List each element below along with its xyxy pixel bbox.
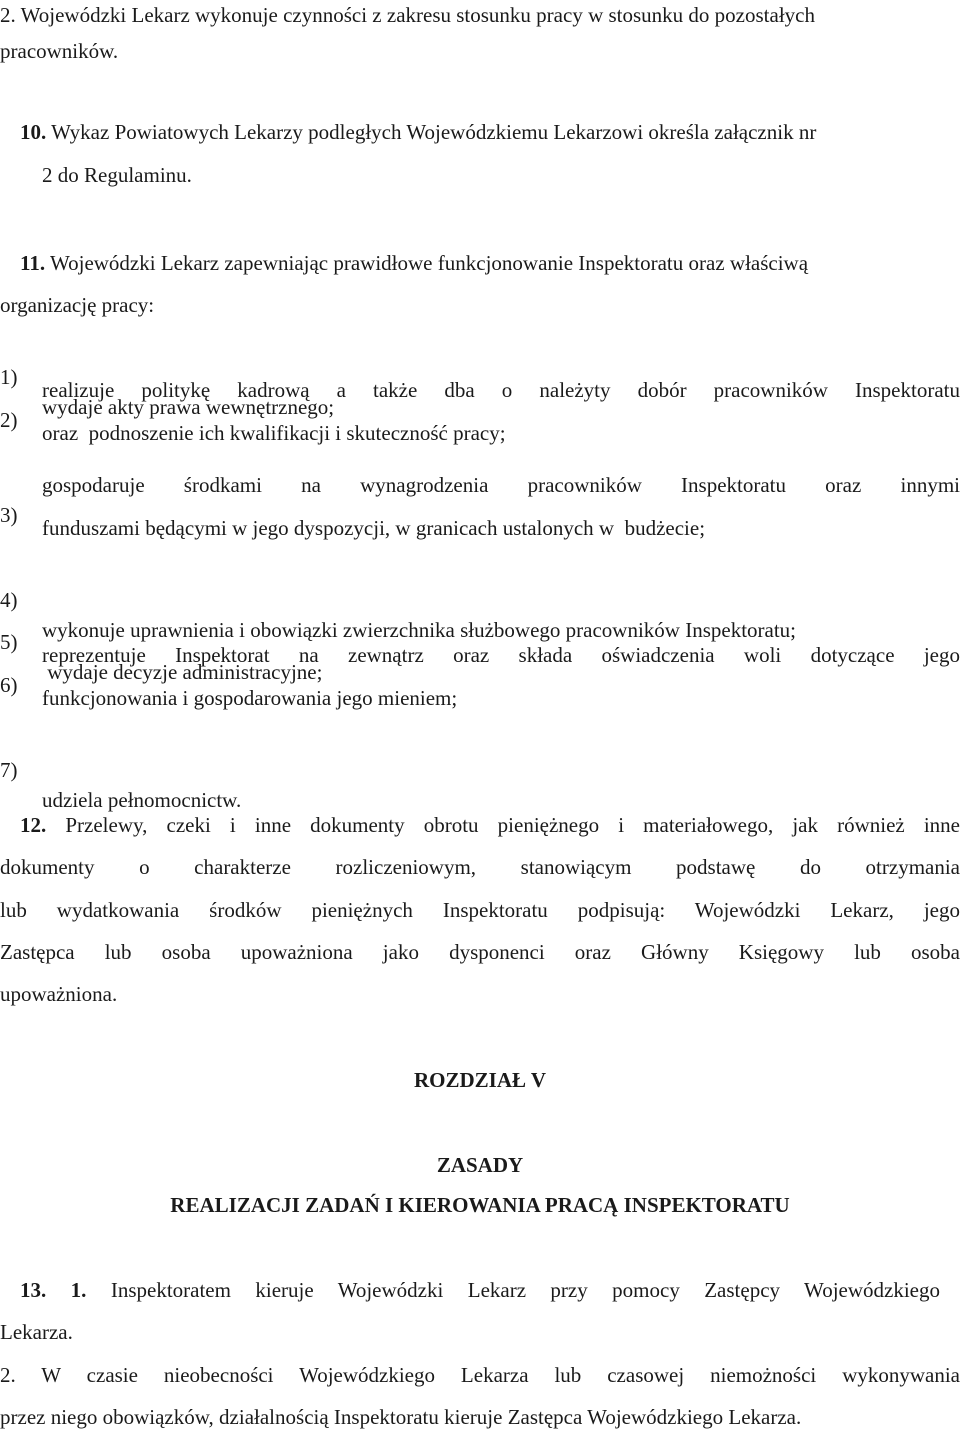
list-item-number: 6) (0, 673, 18, 697)
list-item-number: 5) (0, 630, 18, 654)
paragraph-12-number: 12. (20, 813, 47, 837)
list-item-text: reprezentuje Inspektorat na zewnątrz oraz składa oświadczenia woli dotyczące jego (42, 643, 960, 667)
chapter-title-line-2: REALIZACJI ZADAŃ I KIEROWANIA PRACĄ INSPEKTORATU (170, 1193, 790, 1217)
list-item-text-continued: funduszami będącymi w jego dyspozycji, w granicach ustalonych w budżecie; (42, 516, 706, 540)
list-item-text-continued: oraz podnoszenie ich kwalifikacji i skuteczność pracy; (42, 421, 506, 445)
paragraph-13-line-2: Lekarza. (0, 1320, 73, 1344)
paragraph-10-number: 10. (20, 120, 47, 144)
list-item-text-continued: funkcjonowania i gospodarowania jego mieniem; (42, 686, 458, 710)
paragraph-10-line-2 (0, 160, 960, 190)
list-item-text: wydaje decyzje administracyjne; (42, 660, 323, 684)
list-item-7 (0, 725, 960, 812)
list-item-number: 2) (0, 408, 18, 432)
paragraph-12-line-1 (20, 810, 960, 840)
paragraph-2-line-2: pracowników. (0, 39, 119, 63)
chapter-title-line-1: ZASADY (436, 1153, 524, 1177)
list-item-text: wydaje akty prawa wewnętrznego; (42, 395, 335, 419)
list-item-text: realizuje politykę kadrową a także dba o należyty dobór pracowników Inspektoratu (42, 378, 960, 402)
list-item-number: 1) (0, 365, 18, 389)
paragraph-11-text: Wojewódzki Lekarz zapewniając prawidłowe funkcjonowanie Inspektoratu oraz właściwą (45, 251, 809, 275)
list-item-text: wykonuje uprawnienia i obowiązki zwierzchnika służbowego pracowników Inspektoratu; (42, 618, 797, 642)
paragraph-13-line-4: przez niego obowiązków, działalnością Inspektoratu kieruje Zastępca Wojewódzkiego Lekarza. (0, 1405, 802, 1429)
list-item-number: 7) (0, 758, 18, 782)
paragraph-12-line-2: dokumenty o charakterze rozliczeniowym, stanowiącym podstawę do otrzymania (0, 855, 960, 879)
paragraph-10-text: Wykaz Powiatowych Lekarzy podległych Wojewódzkiemu Lekarzowi określa załącznik nr (46, 120, 817, 144)
list-item-number: 4) (0, 588, 18, 612)
paragraph-13-line-1 (20, 1275, 940, 1305)
paragraph-13-line-3: 2. W czasie nieobecności Wojewódzkiego Lekarza lub czasowej niemożności wykonywania (0, 1363, 960, 1387)
chapter-heading: ROZDZIAŁ V (413, 1068, 547, 1092)
paragraph-12-line-3: lub wydatkowania środków pieniężnych Inspektoratu podpisują: Wojewódzki Lekarz, jego (0, 898, 960, 922)
list-item-number: 3) (0, 503, 18, 527)
paragraph-11-line-1 (20, 248, 960, 278)
paragraph-10-text-2: 2 do Regulaminu. (42, 163, 192, 187)
paragraph-12-line-5: upoważniona. (0, 982, 118, 1006)
paragraph-10-line-1 (20, 117, 960, 147)
paragraph-11-number: 11. (20, 251, 46, 275)
paragraph-13-number: 13. 1. (20, 1278, 87, 1302)
paragraph-13-text: Inspektoratem kieruje Wojewódzki Lekarz przy pomocy Zastępcy Wojewódzkiego (86, 1278, 940, 1302)
paragraph-12-text: Przelewy, czeki i inne dokumenty obrotu pieniężnego i materiałowego, jak również inne (46, 813, 960, 837)
paragraph-11-line-2: organizację pracy: (0, 293, 155, 317)
paragraph-2-line-1: 2. Wojewódzki Lekarz wykonuje czynności z zakresu stosunku pracy w stosunku do pozostałych (0, 3, 815, 27)
list-item-text: gospodaruje środkami na wynagrodzenia pracowników Inspektoratu oraz innymi (42, 473, 960, 497)
list-item-4 (0, 555, 960, 642)
paragraph-12-line-4: Zastępca lub osoba upoważniona jako dysponenci oraz Główny Księgowy lub osoba (0, 940, 960, 964)
list-item-text: udziela pełnomocnictw. (42, 788, 242, 812)
